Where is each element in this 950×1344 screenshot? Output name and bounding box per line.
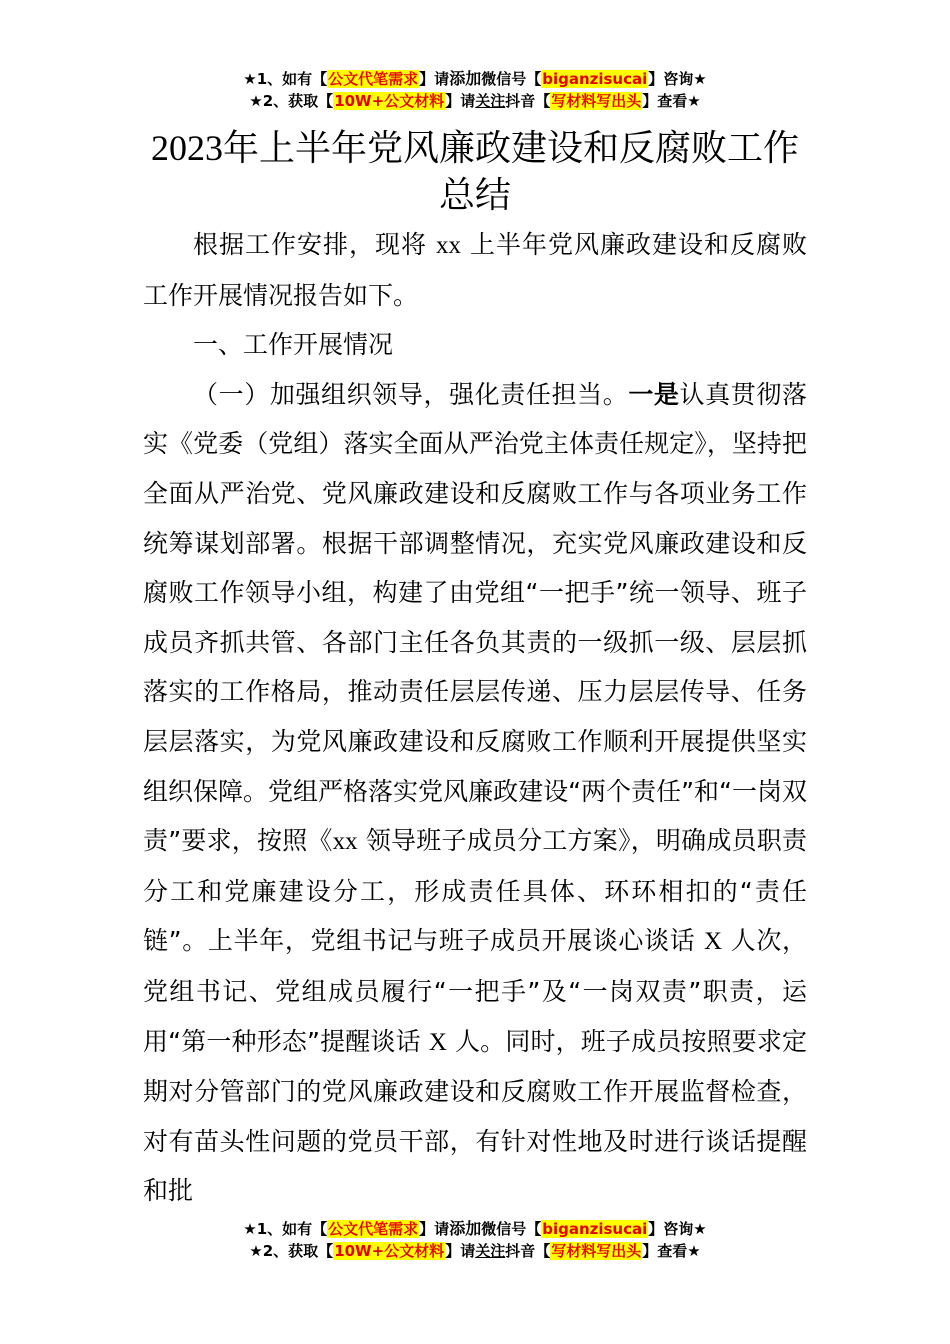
text-run: （一）加强组织领导，强化责任担当。 — [193, 379, 629, 409]
banner-highlight: 10W+公文材料 — [334, 92, 445, 110]
banner-text: 添加 — [449, 1219, 482, 1238]
banner-text: 】咨询★ — [648, 70, 707, 88]
banner-text: ★2、获取【 — [249, 92, 334, 110]
banner-line-2 — [0, 90, 950, 112]
banner-highlight: 公文代笔需求 — [328, 1220, 419, 1238]
document-body — [143, 220, 807, 1216]
banner-line-2 — [0, 1240, 950, 1262]
paragraph-intro — [143, 220, 807, 320]
banner-text: ★1、如有【 — [243, 70, 328, 88]
text-run: xx — [435, 232, 461, 259]
section-heading — [143, 320, 807, 370]
banner-text: 抖音【 — [505, 1242, 551, 1260]
banner-text: 】请 — [419, 1220, 450, 1238]
text-run: 人次，党组书记、党组成员履行“一把手”及“一岗双责”职责，运用“第一种形态”提醒谈话 — [143, 926, 807, 1056]
banner-text: 】请 — [419, 70, 450, 88]
text-run: xx — [332, 828, 358, 856]
banner-text: 】请 — [445, 1242, 476, 1260]
banner-text: 】查看★ — [642, 92, 701, 110]
text-run: X — [704, 928, 723, 956]
banner-text: 】咨询★ — [648, 1220, 707, 1238]
banner-text: ★1、如有【 — [243, 1220, 328, 1238]
banner-text: 微信号【 — [481, 1220, 542, 1238]
banner-text: 关注 — [475, 1242, 506, 1260]
banner-text: 关注 — [475, 92, 506, 110]
paragraph-section-1 — [143, 370, 807, 1216]
bold-run: 一是 — [628, 379, 680, 409]
text-run: X — [428, 1028, 447, 1056]
banner-highlight: 写材料写出头 — [551, 92, 642, 110]
text-run: 根据工作安排，现将 — [193, 230, 428, 259]
banner-highlight: biganzisucai — [542, 1220, 648, 1238]
banner-highlight: 公文代笔需求 — [328, 70, 419, 88]
document-title — [0, 123, 950, 174]
banner-text: 】查看★ — [642, 1242, 701, 1260]
banner-text: 】请 — [445, 92, 476, 110]
banner-highlight: 10W+公文材料 — [334, 1242, 445, 1260]
title-text: 总结 — [438, 175, 511, 216]
banner-text: 抖音【 — [505, 92, 551, 110]
text-run: 人。同时，班子成员按照要求定期对分管部门的党风廉政建设和反腐败工作开展监督检查，对有苗头性问题的党员干部，有针对性地及时进行谈话提醒和批 — [143, 1026, 807, 1206]
title-year: 2023 — [150, 128, 223, 168]
title-text: 年上半年党风廉政建设和反腐败工作 — [222, 128, 799, 169]
banner-highlight: biganzisucai — [542, 70, 648, 88]
banner-text: ★2、获取【 — [249, 1242, 334, 1260]
document-title-line-2 — [0, 171, 950, 221]
banner-line-1 — [0, 1218, 950, 1240]
text-run: 领导班子成员分工方案》，明确成员职责分工和党廉建设分工，形成责任具体、环环相扣的“责任链”。上半年，党组书记与班子成员开展谈心谈话 — [143, 826, 807, 956]
banner-highlight: 写材料写出头 — [551, 1242, 642, 1260]
text-run: 上半年党风廉政建设和反腐败工作开展情况报告如下。 — [143, 230, 807, 310]
banner-text: 添加 — [449, 69, 482, 88]
banner-text: 微信号【 — [481, 70, 542, 88]
text-run: 认真贯彻落实《党委（党组）落实全面从严治党主体责任规定》，坚持把全面从严治党、党风廉政建设和反腐败工作与各项业务工作统筹谋划部署。根据干部调整情况，充实党风廉政建设和反腐败工作领导小组，构建了由党组“一把手”统一领导、班子成员齐抓共管、各部门主任各负其责的一级抓一级、层层抓落实的工作格局，推动责任层层传递、压力层层传导、任务层层落实，为党风廉政建设和反腐败工作顺利开展提供坚实组织保障。党组严格落实党风廉政建设“两个责任”和“一岗双责”要求，按照《 — [143, 379, 807, 856]
footer-banner — [0, 1218, 950, 1262]
text-run: 一、工作开展情况 — [193, 330, 394, 360]
header-banner — [0, 68, 950, 112]
banner-line-1 — [0, 68, 950, 90]
